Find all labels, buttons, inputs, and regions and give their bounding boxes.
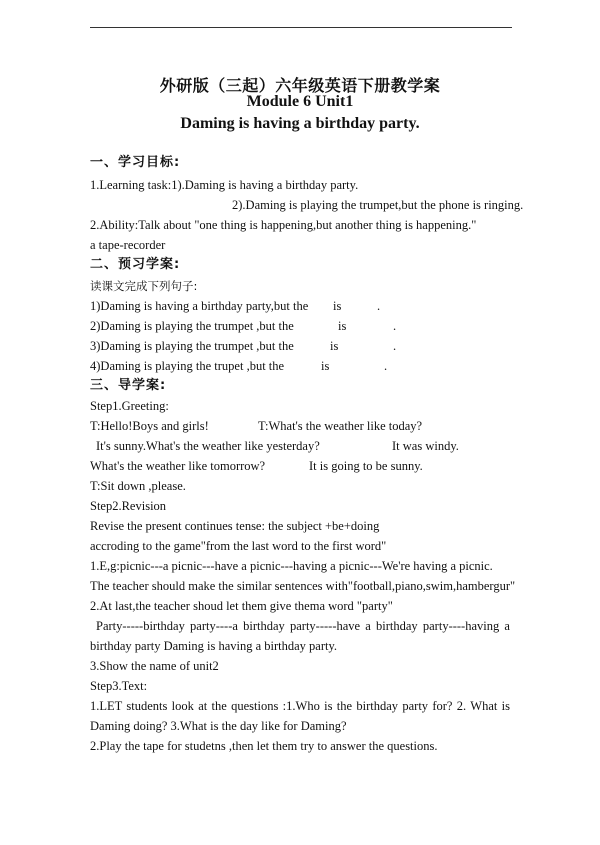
greeting-line bbox=[90, 418, 510, 434]
section-heading-preview: 二、预习学案: bbox=[90, 257, 181, 272]
revision-text: accroding to the game"from the last word to the first word" bbox=[90, 539, 387, 553]
greeting-reply: It is going to be sunny. bbox=[309, 459, 423, 473]
header-rule bbox=[90, 27, 512, 28]
exercise-item bbox=[90, 298, 510, 314]
module-title: Module 6 Unit1 bbox=[246, 93, 354, 110]
exercise-item-end: . bbox=[384, 359, 388, 373]
exercise-item-verb: is bbox=[333, 299, 342, 313]
text-question: 1.LET students look at the questions :1.Who is the birthday party for? 2. What is bbox=[90, 699, 510, 713]
greeting-line: T:Sit down ,please. bbox=[90, 479, 186, 493]
exercise-item-text: 2)Daming is playing the trumpet ,but the bbox=[90, 319, 294, 333]
ability-text: 2.Ability:Talk about "one thing is happening,but another thing is happening." bbox=[90, 218, 477, 232]
document-title-chinese: 外研版（三起）六年级英语下册教学案 bbox=[159, 76, 441, 95]
revision-text: birthday party Daming is having a birthday party. bbox=[90, 639, 338, 653]
revision-text: 3.Show the name of unit2 bbox=[90, 659, 219, 673]
text-activity: 2.Play the tape for studetns ,then let them try to answer the questions. bbox=[90, 739, 438, 753]
exercise-item bbox=[90, 318, 510, 334]
greeting-line bbox=[90, 458, 510, 474]
step3-heading: Step3.Text: bbox=[90, 679, 148, 693]
revision-text: Revise the present continues tense: the subject +be+doing bbox=[90, 519, 380, 533]
greeting-reply: It was windy. bbox=[392, 439, 459, 453]
exercise-item bbox=[90, 338, 510, 354]
exercise-item-end: . bbox=[393, 319, 397, 333]
exercise-item-text: 3)Daming is playing the trumpet ,but the bbox=[90, 339, 294, 353]
step2-heading: Step2.Revision bbox=[90, 499, 167, 513]
greeting-line bbox=[90, 438, 510, 454]
exercise-item-verb: is bbox=[338, 319, 347, 333]
learning-task-1: 1.Learning task:1).Daming is having a birthday party. bbox=[90, 178, 359, 192]
section-heading-objectives: 一、学习目标: bbox=[90, 155, 181, 170]
exercise-item-text: 4)Daming is playing the trupet ,but the bbox=[90, 359, 285, 373]
exercise-item-end: . bbox=[393, 339, 397, 353]
greeting-answer: It's sunny.What's the weather like yesterday? bbox=[96, 439, 320, 453]
greeting-question: T:What's the weather like today? bbox=[258, 419, 423, 433]
exercise-item-end: . bbox=[377, 299, 381, 313]
lesson-title: Daming is having a birthday party. bbox=[180, 115, 420, 132]
exercise-item-verb: is bbox=[321, 359, 330, 373]
revision-text: Party-----birthday party----a birthday party-----have a birthday party----having a bbox=[96, 619, 510, 633]
section-heading-guide: 三、导学案: bbox=[90, 378, 167, 393]
greeting-teacher: T:Hello!Boys and girls! bbox=[90, 419, 209, 433]
text-question: Daming doing? 3.What is the day like for Daming? bbox=[90, 719, 347, 733]
revision-text: 1.E,g:picnic---a picnic---have a picnic---having a picnic---We're having a picnic. bbox=[90, 559, 493, 573]
revision-text: 2.At last,the teacher shoud let them give thema word "party" bbox=[90, 599, 393, 613]
exercise-item bbox=[90, 358, 510, 374]
teaching-aid: a tape-recorder bbox=[90, 238, 166, 252]
exercise-item-text: 1)Daming is having a birthday party,but the bbox=[90, 299, 309, 313]
revision-text: The teacher should make the similar sentences with"football,piano,swim,hambergur" bbox=[90, 579, 516, 593]
step1-heading: Step1.Greeting: bbox=[90, 399, 169, 413]
greeting-question: What's the weather like tomorrow? bbox=[90, 459, 266, 473]
exercise-item-verb: is bbox=[330, 339, 339, 353]
preview-instruction: 读课文完成下列句子: bbox=[90, 279, 198, 293]
learning-task-2: 2).Daming is playing the trumpet,but the phone is ringing. bbox=[232, 198, 524, 212]
